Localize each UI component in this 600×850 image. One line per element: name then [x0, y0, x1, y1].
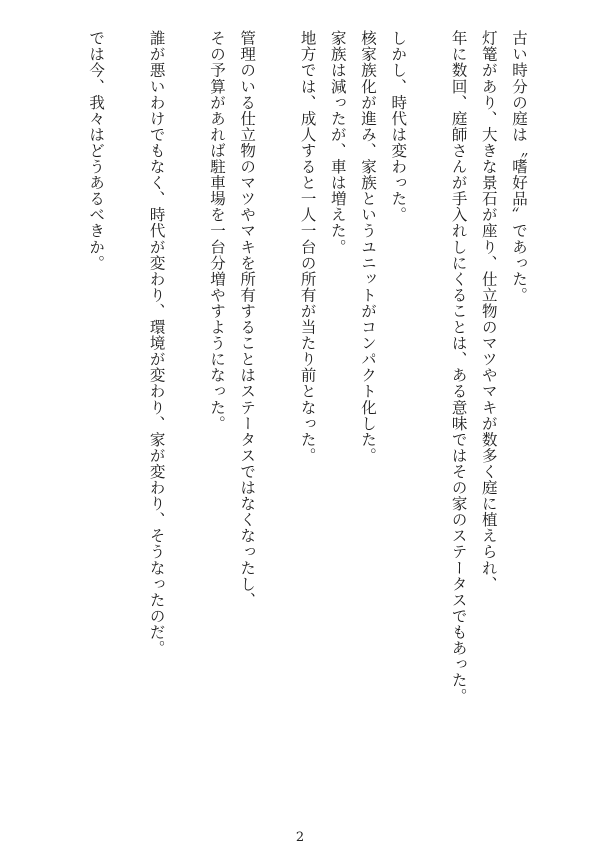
blank-line [262, 30, 292, 790]
text-line: その予算があれば駐車場を一台分増やすようになった。 [207, 30, 226, 432]
text-line: 核家族化が進み、家族というユニットがコンパクト化した。 [358, 30, 377, 464]
blank-line [172, 30, 202, 790]
text-line: 灯篭があり、大きな景石が座り、仕立物のマツやマキが数多く庭に植えられ、 [479, 30, 498, 592]
blank-line [413, 30, 443, 790]
text-line: 地方では、成人すると一人一台の所有が当たり前となった。 [298, 30, 317, 464]
text-line: 誰が悪いわけでもなく、時代が変わり、環境が変わり、家が変わり、そうなったのだ。 [147, 30, 166, 656]
page-number: 2 [295, 830, 305, 845]
text-line: しかし、時代は変わった。 [389, 30, 408, 223]
text-line: 古い時分の庭は〝嗜好品〟であった。 [510, 30, 528, 303]
text-line: 管理のいる仕立物のマツやマキを所有することはステータスではなくなったし、 [238, 30, 257, 608]
text-line: では今、我々はどうあるべきか。 [87, 30, 106, 271]
blank-line [111, 30, 141, 790]
vertical-text-body [81, 30, 534, 790]
text-line: 年に数回、庭師さんが手入れしにくることは、ある意味ではその家のステータスでもあった。 [449, 30, 468, 705]
text-line: 家族は減ったが、車は増えた。 [328, 30, 347, 255]
